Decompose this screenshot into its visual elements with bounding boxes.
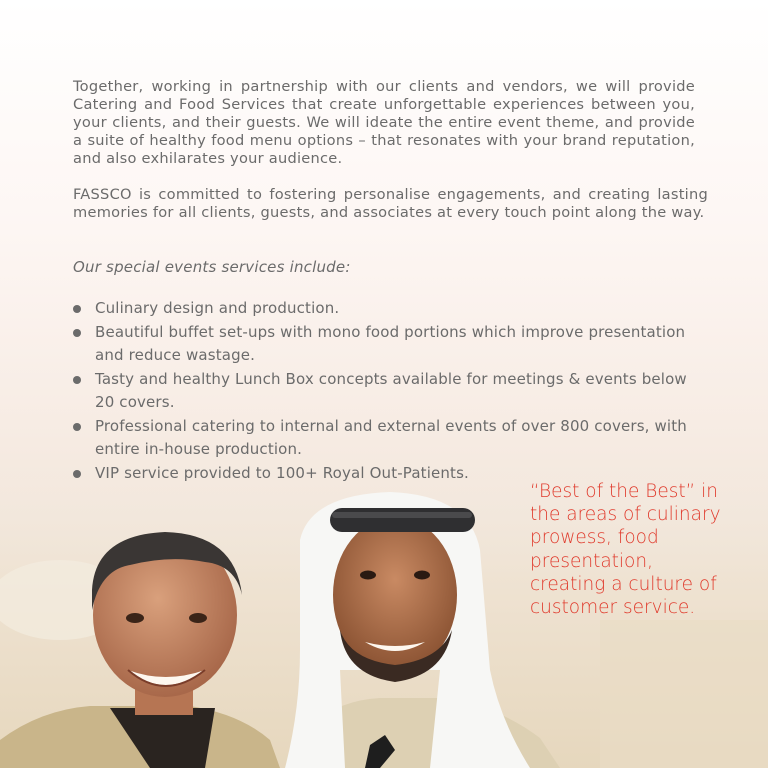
bullet-icon bbox=[73, 329, 81, 337]
bullet-icon bbox=[73, 423, 81, 431]
list-item: Culinary design and production. bbox=[73, 297, 693, 321]
list-item: Professional catering to internal and external events of over 800 covers, with entire in-house production. bbox=[73, 415, 693, 462]
pull-quote: “Best of the Best” in the areas of culinary prowess, food presentation, creating a culture of customer service. bbox=[530, 481, 721, 619]
services-heading: Our special events services include: bbox=[73, 258, 351, 276]
bullet-icon bbox=[73, 470, 81, 478]
list-item: Tasty and healthy Lunch Box concepts available for meetings & events below 20 covers. bbox=[73, 368, 693, 415]
intro-paragraph: Together, working in partnership with our clients and vendors, we will provide Catering and Food Services that create unforgettable experiences between you, your clients, and their guests. We will ideate the entire event theme, and provide a suite of healthy food menu options – that resonates with your brand reputation, and also exhilarates your audience. bbox=[73, 78, 695, 167]
bullet-icon bbox=[73, 376, 81, 384]
commitment-paragraph: FASSCO is committed to fostering personalise engagements, and creating lasting memories for all clients, guests, and associates at every touch point along the way. bbox=[73, 186, 708, 221]
bullet-icon bbox=[73, 305, 81, 313]
list-item: VIP service provided to 100+ Royal Out-Patients. bbox=[73, 462, 693, 486]
services-list bbox=[73, 297, 693, 485]
list-item: Beautiful buffet set-ups with mono food portions which improve presentation and reduce wastage. bbox=[73, 321, 693, 368]
